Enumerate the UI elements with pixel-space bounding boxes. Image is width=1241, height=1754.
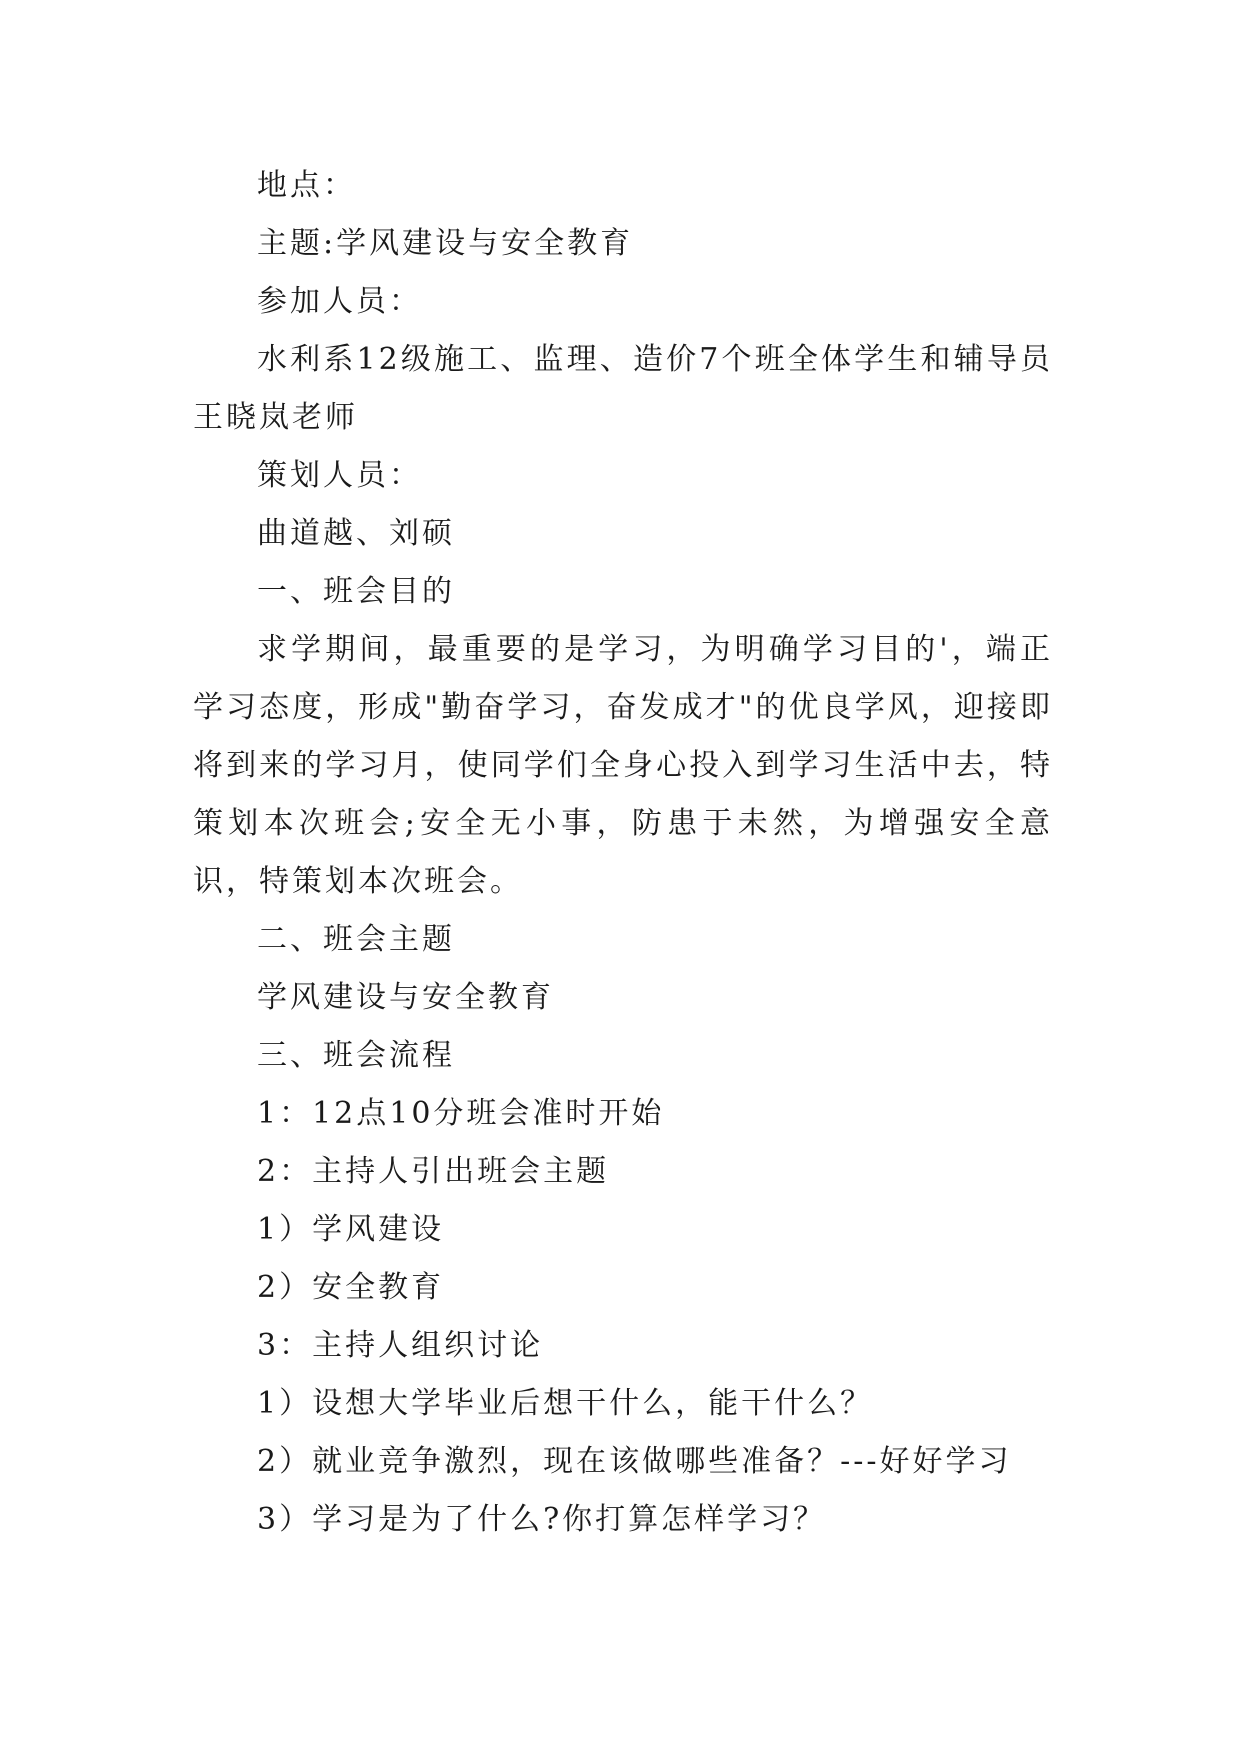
process-step: 1：12点10分班会准时开始 [257,1096,665,1131]
process-substep: 1）学风建设 [257,1212,445,1247]
section-heading-theme: 二、班会主题 [257,922,455,957]
purpose-text: 求学期间，最重要的是学习，为明确学习目的'，端正学习态度，形成"勤奋学习，奋发成才"的优良学风，迎接即将到来的学习月，使同学们全身心投入到学习生活中去，特策划本次班会;安全无小事，防患于未然，为增强安全意识，特策划本次班会。 [193,632,1053,899]
discussion-question: 3）学习是为了什么?你打算怎样学习？ [257,1502,827,1537]
process-step: 3：主持人组织讨论 [257,1328,544,1363]
theme-line: 主题:学风建设与安全教育 [257,226,634,261]
location-label: 地点： [257,168,356,203]
process-substep: 2）安全教育 [257,1270,445,1305]
planners-text: 曲道越、刘硕 [257,516,455,551]
document-body [193,157,1053,1549]
process-step: 2：主持人引出班会主题 [257,1154,610,1189]
section-heading-purpose: 一、班会目的 [257,574,455,609]
discussion-question: 2）就业竞争激烈，现在该做哪些准备？---好好学习 [257,1444,1012,1479]
discussion-question: 1）设想大学毕业后想干什么，能干什么？ [257,1386,874,1421]
section-heading-process: 三、班会流程 [257,1038,455,1073]
theme-text: 学风建设与安全教育 [257,980,554,1015]
participants-text: 水利系12级施工、监理、造价7个班全体学生和辅导员王晓岚老师 [193,342,1053,435]
planners-label: 策划人员： [257,458,422,493]
participants-label: 参加人员： [257,284,422,319]
